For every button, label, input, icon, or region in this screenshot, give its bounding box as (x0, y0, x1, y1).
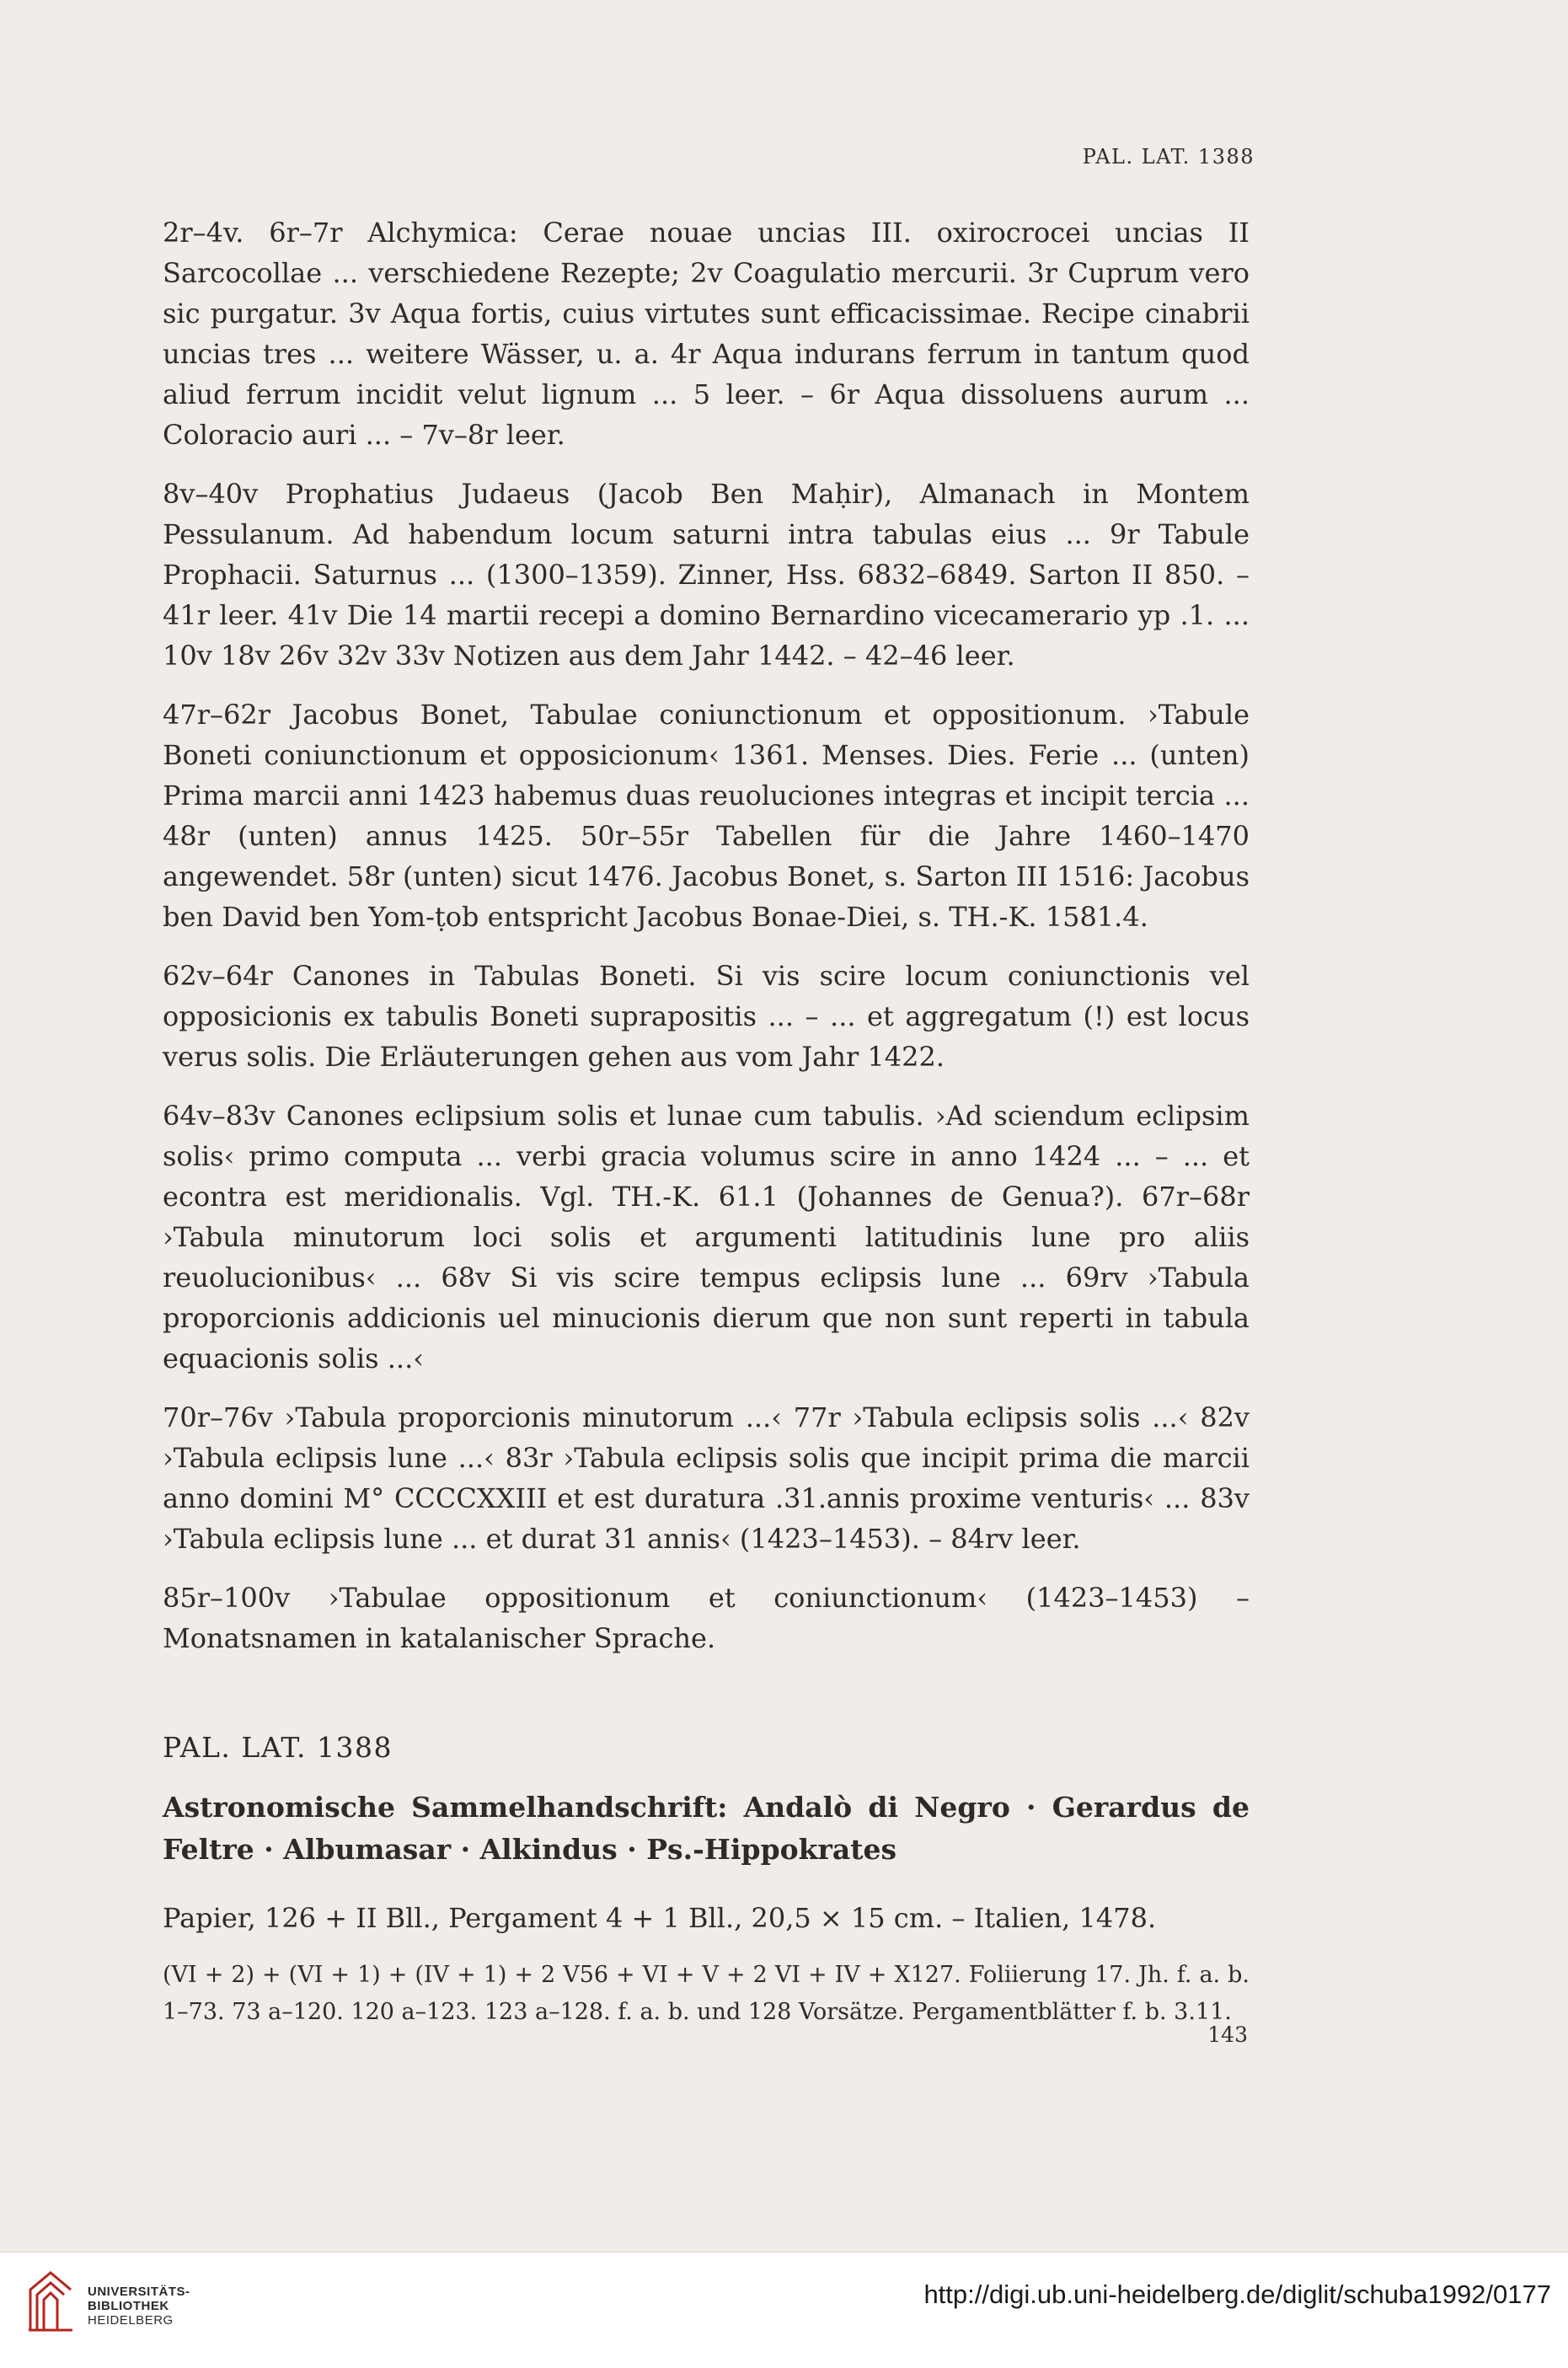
entry-paragraph-3: 47r–62r Jacobus Bonet, Tabulae coniunctionum et oppositionum. ›Tabule Boneti coniunctionum et opposicionum‹ 1361. Menses. Dies. Ferie ... (unten) Prima marcii anni 1423 habemus duas reuoluciones integras et incipit tercia ... 48r (unten) annus 1425. 50r–55r Tabellen für die Jahre 1460–1470 angewendet. 58r (unten) sicut 1476. Jacobus Bonet, s. Sarton III 1516: Jacobus ben David ben Yom-ṭob entspricht Jacobus Bonae-Diei, s. TH.-K. 1581.4. (163, 699, 1250, 933)
entry-paragraph-5: 64v–83v Canones eclipsium solis et lunae cum tabulis. ›Ad sciendum eclipsim solis‹ primo computa ... verbi gracia volumus scire in anno 1424 ... – ... et econtra est meridionalis. Vgl. TH.-K. 61.1 (Johannes de Genua?). 67r–68r ›Tabula minutorum loci solis et argumenti latitudinis lune pro aliis reuolucionibus‹ ... 68v Si vis scire tempus eclipsis lune ... 69rv ›Tabula proporcionis addicionis uel minucionis dierum que non sunt reperti in tabula equacionis solis ...‹ (163, 1100, 1250, 1374)
library-logo-icon (25, 2268, 76, 2335)
entry-paragraph-7: 85r–100v ›Tabulae oppositionum et coniunctionum‹ (1423–1453) – Monatsnamen in katalanischer Sprache. (163, 1582, 1250, 1654)
entry-paragraph-6: 70r–76v ›Tabula proporcionis minutorum ...‹ 77r ›Tabula eclipsis solis ...‹ 82v ›Tabula eclipsis lune ...‹ 83r ›Tabula eclipsis solis que incipit prima die marcii anno domini M° CCCCXXIII et est duratura .31.annis proxime venturis‹ ... 83v ›Tabula eclipsis lune ... et durat 31 annis‹ (1423–1453). – 84rv leer. (163, 1401, 1250, 1555)
section-gap (163, 1677, 1250, 1728)
running-head: PAL. LAT. 1388 (1082, 145, 1255, 169)
page-number: 143 (1207, 2022, 1248, 2047)
physical-description: Papier, 126 + II Bll., Pergament 4 + 1 Bll., 20,5 × 15 cm. – Italien, 1478. (163, 1902, 1157, 1934)
entry-paragraph-4: 62v–64r Canones in Tabulas Boneti. Si vis scire locum coniunctionis vel opposicionis ex tabulis Boneti suprapositis ... – ... et aggregatum (!) est locus verus solis. Die Erläuterungen gehen aus vom Jahr 1422. (163, 960, 1250, 1073)
manuscript-signature: PAL. LAT. 1388 (163, 1731, 393, 1764)
entry-paragraph-1: 2r–4v. 6r–7r Alchymica: Cerae nouae uncias III. oxirocrocei uncias II Sarcocollae ... verschiedene Rezepte; 2v Coagulatio mercurii. 3r Cuprum vero sic purgatur. 3v Aqua fortis, cuius virtutes sunt efficacissimae. Recipe cinabrii uncias tres ... weitere Wässer, u. a. 4r Aqua indurans ferrum in tantum quod aliud ferrum incidit velut lignum ... 5 leer. – 6r Aqua dissoluens aurum ... Coloracio auri ... – 7v–8r leer. (163, 217, 1250, 451)
library-name-line-3: HEIDELBERG (88, 2313, 174, 2328)
library-name (88, 2285, 190, 2328)
viewer-footer (0, 2252, 1568, 2368)
collation-description: (VI + 2) + (VI + 1) + (IV + 1) + 2 V56 + VI + V + 2 VI + IV + X127. Foliierung 17. Jh. f. a. b. 1–73. 73 a–120. 120 a–123. 123 a–128. f. a. b. und 128 Vorsätze. Pergamentblätter f. b. 3.11. (163, 1962, 1250, 2025)
library-name-line-2: BIBLIOTHEK (88, 2299, 169, 2313)
manuscript-title: Astronomische Sammelhandschrift: Andalò di Negro · Gerardus de Feltre · Albumasar · Alkindus · Ps.-Hippokrates (163, 1791, 1250, 1866)
entry-paragraph-2: 8v–40v Prophatius Judaeus (Jacob Ben Maḥir), Almanach in Montem Pessulanum. Ad habendum locum saturni intra tabulas eius ... 9r Tabule Prophacii. Saturnus ... (1300–1359). Zinner, Hss. 6832–6849. Sarton II 850. – 41r leer. 41v Die 14 martii recepi a domino Bernardino vicecamerario yp .1. ... 10v 18v 26v 32v 33v Notizen aus dem Jahr 1442. – 42–46 leer. (163, 478, 1250, 672)
catalog-text (163, 212, 1250, 2049)
permalink-url[interactable]: http://digi.ub.uni-heidelberg.de/diglit/schuba1992/0177 (923, 2280, 1551, 2309)
library-name-line-1: UNIVERSITÄTS- (88, 2285, 190, 2299)
